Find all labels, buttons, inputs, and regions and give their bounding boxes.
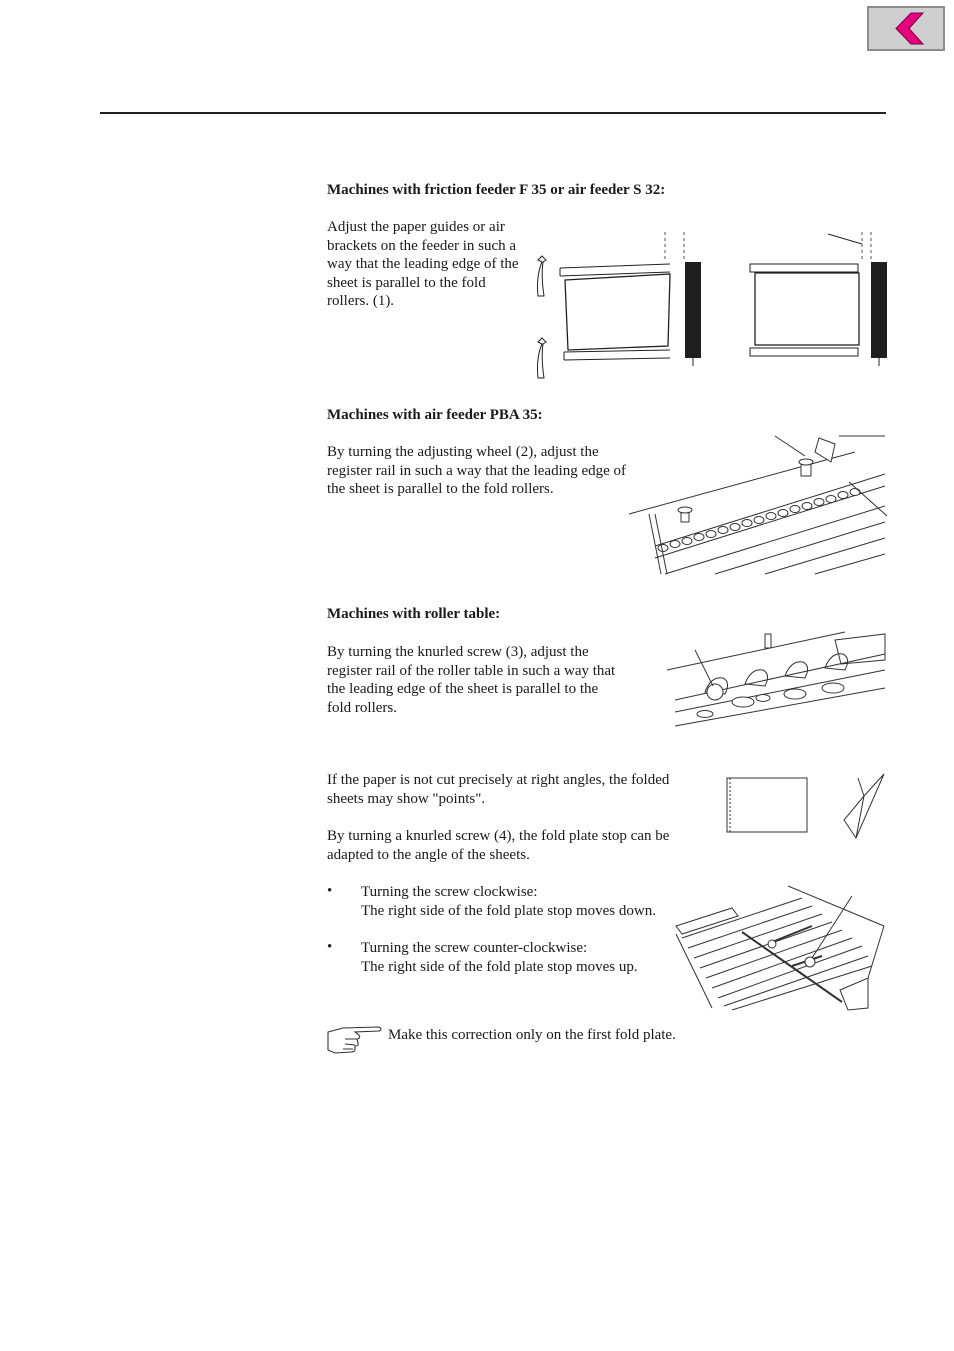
bullet-2-marker: • xyxy=(327,939,333,955)
header-rule xyxy=(100,112,886,114)
folded-sheet-points-illustration xyxy=(718,770,890,842)
back-button[interactable] xyxy=(867,6,945,51)
points-paragraph-2: By turning a knurled screw (4), the fold plate stop can be adapted to the angle of the sheets. xyxy=(327,828,670,863)
roller-heading: Machines with roller table: xyxy=(327,606,501,622)
pba-body: By turning the adjusting wheel (2), adjust the register rail in such a way that the leading edge of the sheet is parallel to the fold rollers. xyxy=(327,444,627,497)
note-text: Make this correction only on the first fold plate. xyxy=(388,1027,676,1043)
roller-body: By turning the knurled screw (3), adjust the register rail of the roller table in such a way that the leading edge of the sheet is parallel to the fold rollers. xyxy=(327,644,616,716)
back-arrow-icon xyxy=(869,8,943,49)
pointing-hand-icon xyxy=(325,1023,385,1055)
bullet-2-title: Turning the screw counter-clockwise: xyxy=(361,940,588,956)
bullet-1-text: The right side of the fold plate stop moves down. xyxy=(361,903,656,919)
pba-heading: Machines with air feeder PBA 35: xyxy=(327,407,543,423)
fold-plate-stop-illustration xyxy=(672,882,890,1012)
bullet-1-title: Turning the screw clockwise: xyxy=(361,884,538,900)
paper-guide-illustration xyxy=(530,228,890,383)
bullet-2-text: The right side of the fold plate stop moves up. xyxy=(361,959,638,975)
friction-body: Adjust the paper guides or air brackets on the feeder in such a way that the leading edge of the sheet is parallel to the fold rollers. (1). xyxy=(327,219,519,309)
register-rail-illustration xyxy=(625,434,889,576)
friction-heading: Machines with friction feeder F 35 or air feeder S 32: xyxy=(327,182,666,198)
bullet-1-marker: • xyxy=(327,883,333,899)
points-paragraph-1: If the paper is not cut precisely at right angles, the folded sheets may show "points". xyxy=(327,772,670,807)
roller-table-illustration xyxy=(665,630,889,730)
